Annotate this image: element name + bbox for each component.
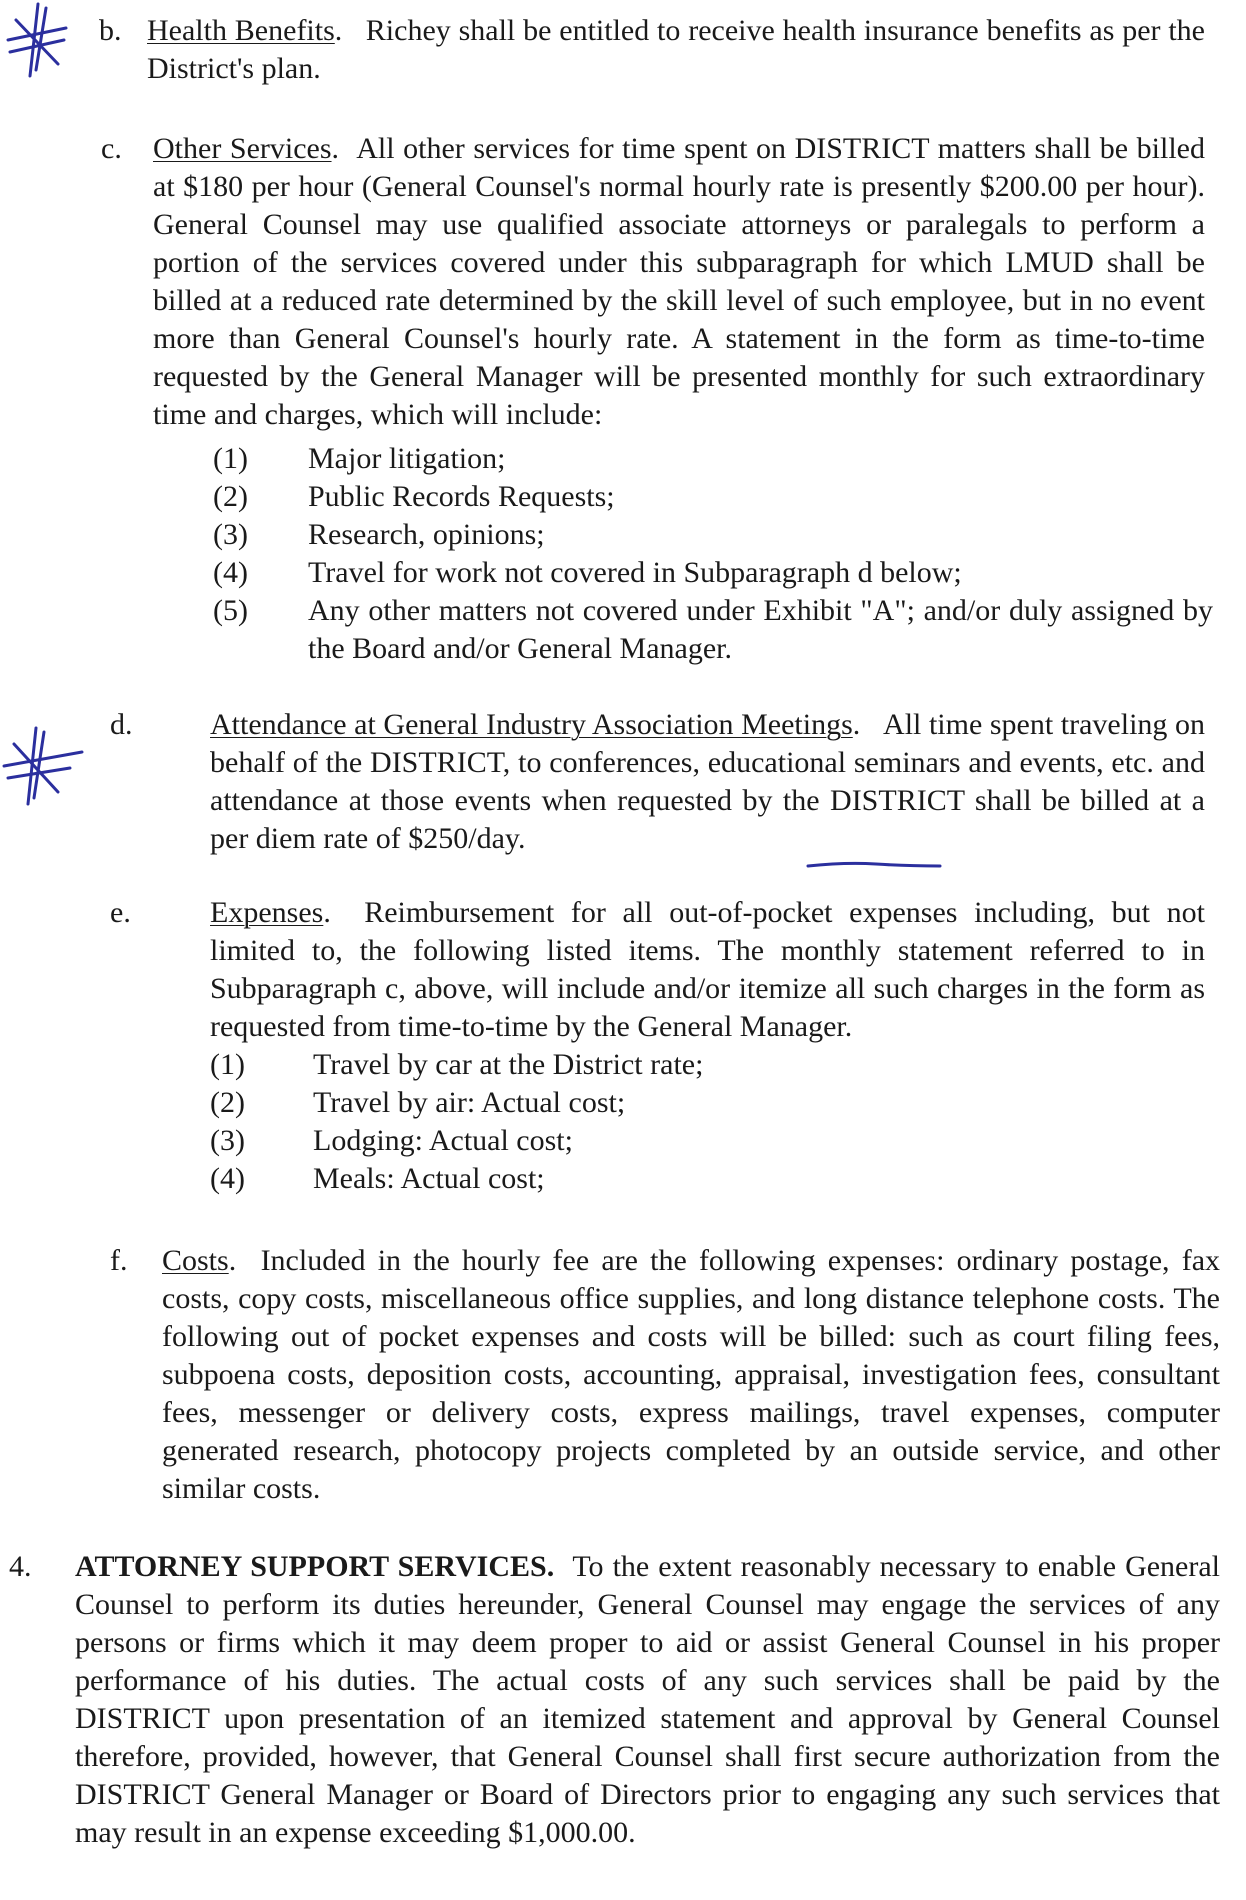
paragraph-c: c. Other Services. All other services for time spent on DISTRICT matters shall be billed at $180 per hour (General Counsel's normal hourly rate is presently $200.00 per hour). General Counsel may use qualified associate attorneys or paralegals to perform a portion of the services covered under this subparagraph for which LMUD shall be billed at a reduced rate determined by the skill level of such employee, but in no event more than General Counsel's hourly rate. A statement in the form as time-to-time requested by the General Manager will be presented monthly for such extraordinary time and charges, which will include: [101,132,1206,431]
list-item [213,440,1213,478]
list-item [213,554,1213,592]
list-item-text: Travel for work not covered in Subparagraph d below; [308,556,962,589]
paragraph-f-text: Included in the hourly fee are the following expenses: ordinary postage, fax costs, copy costs, miscellaneous office supplies, and long distance telephone costs. The following out of pocket expenses and costs will be billed: such as court filing fees, subpoena costs, deposition costs, accounting, appraisal, investigation fees, consultant fees, messenger or delivery costs, express mailings, travel expenses, computer generated research, photocopy projects completed by an outside service, and other similar costs. [162,1244,1221,1505]
list-item [213,478,1213,516]
list-item-number: (4) [213,556,248,589]
paragraph-c-heading: Other Services [153,132,332,165]
paragraph-b: b. Health Benefits. Richey shall be entitled to receive health insurance benefits as per the District's plan. [99,14,1205,85]
list-item-text: Lodging: Actual cost; [313,1124,573,1157]
list-item-text: Meals: Actual cost; [313,1162,545,1195]
list-item [210,1122,1110,1160]
list-item-text: Any other matters not covered under Exhibit "A"; and/or duly assigned by the Board and/or General Manager. [308,594,1213,665]
list-item-number: (2) [213,480,248,513]
list-item-number: (3) [213,518,248,551]
paragraph-b-label: b. [99,14,122,47]
paragraph-d: d. Attendance at General Industry Association Meetings. All time spent traveling on behalf of the DISTRICT, to conferences, educational seminars and events, etc. and attendance at those events when requested by the DISTRICT shall be billed at a per diem rate of $250/day. [110,708,1205,855]
paragraph-c-text: All other services for time spent on DISTRICT matters shall be billed at $180 per hour (General Counsel's normal hourly rate is presently $200.00 per hour). General Counsel may use qualified associate attorneys or paralegals to perform a portion of the services covered under this subparagraph for which LMUD shall be billed at a reduced rate determined by the skill level of such employee, but in no event more than General Counsel's hourly rate. A statement in the form as time-to-time requested by the General Manager will be presented monthly for such extraordinary time and charges, which will include: [153,132,1206,431]
list-item-text: Travel by car at the District rate; [313,1048,704,1081]
paragraph-f-label: f. [110,1244,128,1277]
list-item [210,1160,1110,1198]
list-item [213,516,1213,554]
list-item [210,1046,1110,1084]
paragraph-b-text: Richey shall be entitled to receive health insurance benefits as per the District's plan. [147,14,1205,85]
underline-mark [806,858,942,872]
paragraph-f-heading: Costs [162,1244,229,1277]
paragraph-b-heading: Health Benefits [147,14,335,47]
section-4-heading: ATTORNEY SUPPORT SERVICES [75,1550,547,1583]
list-item-text: Public Records Requests; [308,480,615,513]
list-c [213,440,1213,668]
list-item-text: Major litigation; [308,442,506,475]
paragraph-e-text: Reimbursement for all out-of-pocket expenses including, but not limited to, the following listed items. The monthly statement referred to in Subparagraph c, above, will include and/or itemize all such charges in the form as requested from time-to-time by the General Manager. [210,896,1206,1043]
paragraph-f: f. Costs. Included in the hourly fee are the following expenses: ordinary postage, fax costs, copy costs, miscellaneous office supplies, and long distance telephone costs. The following out of pocket expenses and costs will be billed: such as court filing fees, subpoena costs, deposition costs, accounting, appraisal, investigation fees, consultant fees, messenger or delivery costs, express mailings, travel expenses, computer generated research, photocopy projects completed by an outside service, and other similar costs. [110,1244,1221,1505]
list-item-number: (3) [210,1124,245,1157]
section-4-text: To the extent reasonably necessary to enable General Counsel to perform its duties hereunder, General Counsel may engage the services of any persons or firms which it may deem proper to aid or assist General Counsel in his proper performance of his duties. The actual costs of any such services shall be paid by the DISTRICT upon presentation of an itemized statement and approval by General Counsel therefore, provided, however, that General Counsel shall first secure authorization from the DISTRICT General Manager or Board of Directors prior to engaging any such services that may result in an expense exceeding $1,000.00. [75,1550,1221,1849]
paragraph-c-label: c. [101,132,122,165]
list-item-number: (1) [213,442,248,475]
section-4-label: 4. [9,1550,32,1583]
paragraph-e-heading: Expenses [210,896,324,929]
paragraph-d-heading: Attendance at General Industry Association Meetings [210,708,853,741]
list-item-number: (2) [210,1086,245,1119]
list-item-text: Research, opinions; [308,518,545,551]
list-item-number: (5) [213,594,248,627]
list-item [210,1084,1110,1122]
section-4: 4. ATTORNEY SUPPORT SERVICES. To the extent reasonably necessary to enable General Counsel to perform its duties hereunder, General Counsel may engage the services of any persons or firms which it may deem proper to aid or assist General Counsel in his proper performance of his duties. The actual costs of any such services shall be paid by the DISTRICT upon presentation of an itemized statement and approval by General Counsel therefore, provided, however, that General Counsel shall first secure authorization from the DISTRICT General Manager or Board of Directors prior to engaging any such services that may result in an expense exceeding $1,000.00. [9,1550,1221,1849]
asterisk-mark [0,722,86,808]
list-item-number: (4) [210,1162,245,1195]
paragraph-e: e. Expenses. Reimbursement for all out-of-pocket expenses including, but not limited to, the following listed items. The monthly statement referred to in Subparagraph c, above, will include and/or itemize all such charges in the form as requested from time-to-time by the General Manager. [110,896,1206,1043]
list-e [210,1046,1110,1198]
list-item-text: Travel by air: Actual cost; [313,1086,626,1119]
list-item-number: (1) [210,1048,245,1081]
asterisk-mark [0,0,80,80]
paragraph-e-label: e. [110,896,131,929]
paragraph-d-text: All time spent traveling on behalf of the DISTRICT, to conferences, educational seminars and events, etc. and attendance at those events when requested by the DISTRICT shall be billed at a per diem rate of $250/day. [210,708,1205,855]
list-item [213,592,1213,668]
paragraph-d-label: d. [110,708,133,741]
